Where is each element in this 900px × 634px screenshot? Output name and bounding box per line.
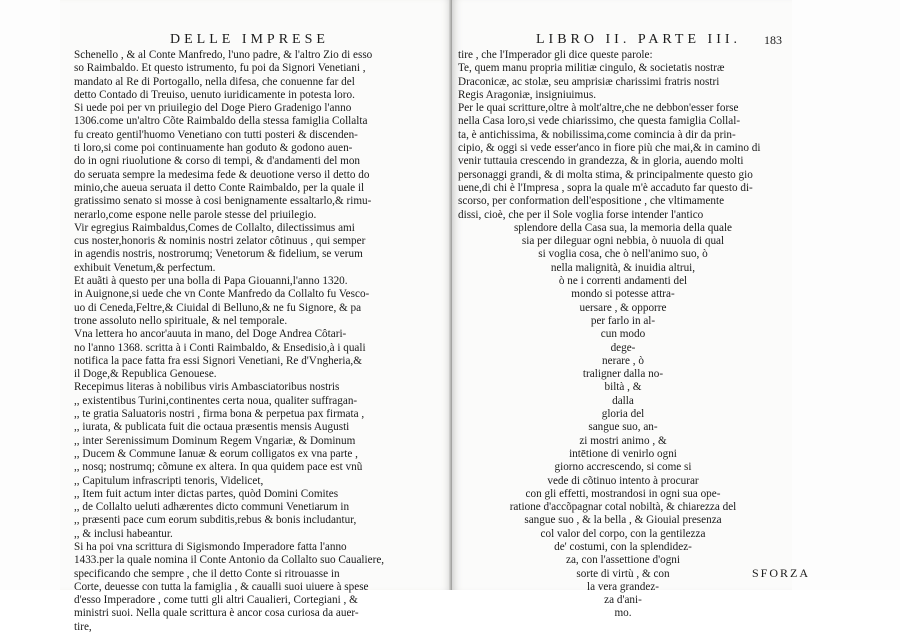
left-text-line: cus noster,honoris & nominis nostri zelator côtinuus , qui semper	[74, 235, 366, 248]
left-text-line: il Doge,& Republica Genouese.	[74, 368, 217, 381]
right-text-line: mo.	[614, 607, 632, 620]
right-text-line: col valor del corpo, con la gentilezza	[540, 527, 706, 540]
right-text-line: con gli effetti, mostrandosi in ogni sua ope-	[525, 487, 721, 500]
right-text-line: Regis Aragoniæ, insigniuimus.	[458, 88, 596, 101]
right-text-line: nerare , ò	[602, 354, 644, 367]
right-text-line: mondo si potesse attra-	[571, 288, 675, 301]
right-text-line: scorso, per conformation dell'espositione , che vltimamente	[458, 195, 725, 208]
left-text-line: ,, de Collalto ueluti adhærentes dicto communi Venetiarum in	[74, 501, 350, 514]
left-text-line: gratissimo senato si mosse à cosi benignamente essaltarlo,& rimu-	[74, 195, 372, 208]
left-text-line: fu creato gentil'huomo Venetiano con tutti posteri & discenden-	[74, 128, 358, 141]
left-text-line: ,, Capitulum infrascripti tenoris, Videlicet,	[74, 474, 264, 487]
left-text-line: in Auignone,si uede che vn Conte Manfredo da Collalto fu Vesco-	[74, 288, 370, 301]
left-text-line: 1433.per la quale nomina il Conte Antonio da Collalto suo Caualiere,	[74, 554, 385, 567]
left-text-line: specificando che sempre , che il detto Conte si ritrouasse in	[74, 567, 340, 580]
right-text-line: za d'ani-	[604, 594, 642, 607]
left-text-line: Et auãti à questo per una bolla di Papa Giouanni,l'anno 1320.	[74, 275, 348, 288]
right-text-line: traligner dalla no-	[582, 368, 664, 381]
right-text-line: sangue suo, an-	[588, 421, 658, 434]
left-text-line: Corte, deuesse con tutta la famiglia , & caualli suoi uiuere à spese	[74, 580, 369, 593]
left-text-line: ,, & inclusi habeantur.	[74, 527, 173, 540]
left-text-line: Vir egregius Raimbaldus,Comes de Collalto, dilectissimus ami	[74, 221, 355, 234]
right-page	[452, 0, 811, 620]
left-text-line: ,, iurata, & publicata fuit die octaua præsentis mensis Augusti	[74, 421, 350, 434]
right-text-line: si voglia cosa, che ò nell'animo suo, ò	[538, 248, 708, 261]
catchword: SFORZA	[752, 566, 811, 580]
page-number: 183	[764, 33, 782, 47]
right-text-line: cun modo	[600, 328, 646, 341]
left-text-line: ,, nosq; nostrumq; cõmune ex altera. In qua quidem pace est vnũ	[74, 461, 363, 474]
left-text-line: trone assoluto nello spirituale, & nel temporale.	[74, 314, 288, 327]
right-text-line: biltà , &	[604, 381, 642, 394]
right-text-line: zi mostri animo , &	[579, 434, 667, 447]
right-text-line: ratione d'accõpagnar cotal nobiltà, & chiarezza del	[509, 501, 737, 514]
right-text-line: ta, è antichissima, & nobilissima,come comincia à dir da prin-	[458, 128, 736, 141]
left-text-line: d'esso Imperadore , come tutti gli altri Caualieri, Cortegiani , &	[74, 594, 358, 607]
left-text-line: Schenello , & al Conte Manfredo, l'uno padre, & l'altro Zio di esso	[74, 49, 373, 61]
left-text-line: do in ogni riuolutione & corso di tempi, & d'andamenti del mon	[74, 155, 361, 168]
right-text-line: Te, quem manu propria militiæ cingulo, & societatis nostræ	[458, 62, 725, 75]
right-text-line: gloria del	[601, 408, 645, 421]
right-text-line: vede di cõtinuo intento à procurar	[547, 474, 699, 487]
right-text-line: Per le quai scritture,oltre à molt'altre,che ne debbon'esser forse	[458, 102, 739, 115]
right-text-line: intētione di venirlo ogni	[569, 447, 677, 460]
left-text-line: Recepimus literas à nobilibus viris Ambasciatoribus nostris	[74, 381, 340, 394]
right-text-line: dege-	[610, 341, 636, 354]
right-text-line: de' costumi, con la splendidez-	[554, 540, 692, 553]
left-text-line: nerarlo,come espone nelle parole stesse del priuilegio.	[74, 208, 317, 221]
left-page-body	[74, 49, 446, 634]
left-page	[60, 0, 452, 633]
right-text-line: Draconicæ, ac stolæ, seu amprisiæ charissimi fratris nostri	[458, 75, 720, 88]
right-text-line: sangue suo , & la bella , & Giouial presenza	[524, 514, 722, 527]
right-text-line: venir tuttauia crescendo in grandezza, & in gloria, auendo molti	[458, 155, 744, 168]
right-text-line: giorno accrescendo, si come si	[554, 461, 692, 474]
right-text-line: za, con l'assettione d'ogni	[565, 554, 680, 567]
left-text-line: in agendis nostris, nostrorumq; Venetorum & fidelium, se verum	[74, 248, 363, 261]
left-text-line: Si ha poi vna scrittura di Sigismondo Imperadore fatta l'anno	[74, 540, 347, 553]
left-text-line: minio,che aueua seruata il detto Conte Raimbaldo, per la quale il	[74, 181, 365, 194]
right-text-line: splendore della Casa sua, la memoria della quale	[513, 221, 733, 234]
left-text-line: detto Contado di Treuiso, uenuto iuridicamente in potesta loro.	[74, 88, 355, 101]
left-text-line: 1306.come un'altro Cõte Raimbaldo della stessa famiglia Collalta	[74, 115, 368, 128]
right-text-line: la vera grandez-	[586, 580, 660, 593]
right-text-line: ò ne i correnti andamenti del	[558, 275, 688, 288]
left-text-line: mandato al Re di Portogallo, nella difesa, che conuenne far del	[74, 75, 355, 88]
left-text-line: Vna lettera ho ancor'auuta in mano, del Doge Andrea Côtari-	[74, 328, 347, 341]
right-text-line: per farlo in al-	[590, 314, 656, 327]
left-text-line: ministri suoi. Nella quale scrittura è ancor cosa curiosa da auer-	[74, 607, 359, 620]
left-text-line: no l'anno 1368. scritta à i Conti Raimbaldo, & Ensedisio,à i quali	[74, 341, 366, 354]
left-text-line: ,, Item fuit actum inter dictas partes, quòd Domini Comites	[74, 487, 339, 500]
right-text-line: uersare , & opporre	[579, 301, 667, 314]
left-text-line: exhibuit Venetum,& perfectum.	[74, 261, 216, 274]
left-page-header: DELLE IMPRESE	[170, 32, 329, 47]
left-text-line: notifica la pace fatta fra essi Signori Venetiani, Re d'Vngheria,&	[74, 354, 362, 367]
left-text-line: tire,	[74, 620, 92, 633]
right-text-line: tire , che l'Imperador gli dice queste parole:	[458, 49, 653, 61]
left-text-line: so Raimbaldo. Et questo istrumento, fu poi da Signori Venetiani ,	[74, 62, 366, 75]
left-text-line: Si uede poi per vn priuilegio del Doge Piero Gradenigo l'anno	[74, 102, 352, 115]
right-page-body	[458, 49, 788, 621]
left-text-line: ti loro,si come poi continuamente han goduto & godono auen-	[74, 142, 353, 155]
right-text-line: sorte di virtù , & con	[576, 567, 670, 580]
right-text-line: nella malignità, & inuidia altrui,	[550, 261, 696, 274]
left-text-line: uo di Ceneda,Feltre,& Ciuidal di Belluno,& ne fu Signore, & pa	[74, 301, 362, 314]
right-text-line: cipio, & oggi si vede esser'anco in fiore più che mai,& in camino di	[458, 142, 761, 155]
left-text-line: ,, præsenti pace cum eorum subditis,rebus & bonis includantur,	[74, 514, 357, 527]
right-text-line: dissi, cioè, che per il Sole voglia forse intender l'antico	[458, 208, 704, 221]
left-text-line: ,, Ducem & Commune Ianuæ & eorum colligatos ex vna parte ,	[74, 447, 358, 460]
right-page-header: LIBRO II. PARTE III.	[536, 32, 742, 47]
left-text-line: ,, existentibus Turini,continentes certa noua, qualiter suffragan-	[74, 394, 358, 407]
right-text-line: uene,di chi è l'Impresa , sopra la quale m'è accaduto far questo di-	[458, 181, 753, 194]
right-text-line: dalla	[612, 394, 634, 407]
right-text-line: nella Casa loro,si vede chiarissimo, che questa famiglia Collal-	[458, 115, 741, 128]
left-text-line: ,, te gratia Saluatoris nostri , firma bona & perpetua pax firmata ,	[74, 408, 365, 421]
left-text-line: ,, inter Serenissimum Dominum Regem Vngariæ, & Dominum	[74, 434, 356, 447]
right-text-line: personaggi grandi, & di molta stima, & principalmente questo gio	[458, 168, 753, 181]
right-text-line: sia per dileguar ogni nebbia, ò nuuola di qual	[521, 235, 725, 248]
left-text-line: do seruata sempre la medesima fede & deuotione verso il detto do	[74, 168, 370, 181]
